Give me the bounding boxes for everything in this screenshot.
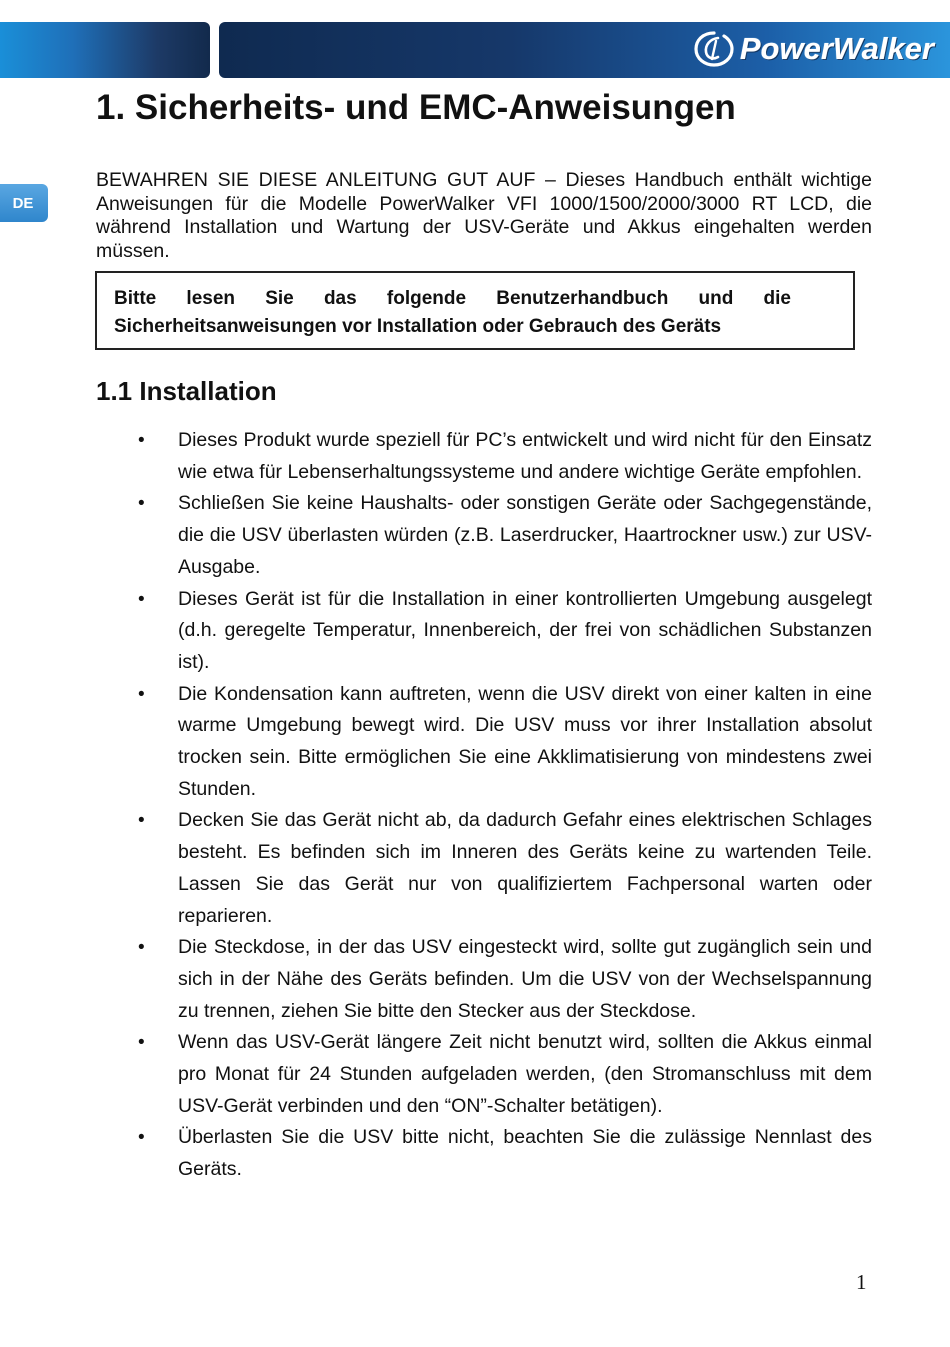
language-tab-label: DE [12,194,34,212]
bullet-icon: • [138,683,145,705]
header-bar-left [0,22,210,78]
list-item [96,805,872,932]
bullet-icon: • [138,1032,145,1054]
powerwalker-logo-icon [692,29,736,69]
list-item [96,584,872,679]
section-title: 1.1 Installation [96,376,277,406]
list-item [96,425,872,488]
intro-paragraph: BEWAHREN SIE DIESE ANLEITUNG GUT AUF – Dieses Handbuch enthält wichtige Anweisungen für die Modelle PowerWalker VFI 1000/1500/2000/3000 RT LCD, die während Installation und Wartung der USV-Geräte und Akkus eingehalten werden müssen. [96,169,872,262]
notice-text: Bitte lesen Sie das folgende Benutzerhandbuch und die Sicherheitsanweisungen vor Installation oder Gebrauch des Geräts [114,288,791,337]
list-item [96,932,872,1027]
language-tab[interactable] [0,184,48,222]
list-item-text: Dieses Produkt wurde speziell für PC’s entwickelt und wird nicht für den Einsatz wie etwa für Lebenserhaltungssysteme und andere wichtige Geräte empfohlen. [178,429,872,483]
page-title: 1. Sicherheits- und EMC-Anweisungen [96,88,736,127]
list-item-text: Überlasten Sie die USV bitte nicht, beachten Sie die zulässige Nennlast des Geräts. [178,1126,872,1181]
bullet-icon: • [138,810,145,832]
list-item [96,488,872,583]
list-item-text: Die Steckdose, in der das USV eingesteckt wird, sollte gut zugänglich sein und sich in der Nähe des Geräts befinden. Um die USV von der Wechselspannung zu trennen, ziehen Sie bitte den Stecker aus der Steckdose. [178,936,872,1022]
bullet-icon: • [138,430,145,451]
list-item-text: Die Kondensation kann auftreten, wenn die USV direkt von einer kalten in eine warme Umgebung bewegt wird. Die USV muss vor ihrer Installation absolut trocken sein. Bitte ermöglichen Sie eine Akklimatisierung von mindestens zwei Stunden. [178,682,872,800]
installation-list [96,425,872,1186]
list-item-text: Wenn das USV-Gerät längere Zeit nicht benutzt wird, sollten die Akkus einmal pro Monat für 24 Stunden aufgeladen werden, (den Stromanschluss mit dem USV-Gerät verbinden und den “ON”-Schalter betätigen). [178,1031,872,1117]
list-item [96,679,872,806]
list-item [96,1122,872,1185]
bullet-icon: • [138,1127,145,1149]
list-item-text: Schließen Sie keine Haushalts- oder sonstigen Geräte oder Sachgegenstände, die die USV überlasten würden (z.B. Laserdrucker, Haartrockner usw.) zur USV-Ausgabe. [178,492,872,578]
list-item-text: Decken Sie das Gerät nicht ab, da dadurch Gefahr eines elektrischen Schlages besteht. Es befinden sich im Inneren des Geräts keine zu wartenden Teile. Lassen Sie das Gerät nur von qualifiziertem Fachpersonal warten oder reparieren. [178,809,872,927]
list-item [96,1027,872,1122]
brand-name: PowerWalker [739,31,934,66]
list-item-text: Dieses Gerät ist für die Installation in einer kontrollierten Umgebung ausgelegt (d.h. geregelte Temperatur, Innenbereich, der frei von schädlichen Substanzen ist). [178,587,872,673]
bullet-icon: • [138,493,145,515]
bullet-icon: • [138,588,145,610]
bullet-icon: • [138,937,145,959]
page-number: 1 [856,1270,867,1294]
notice-box [95,271,855,350]
brand [692,26,934,72]
